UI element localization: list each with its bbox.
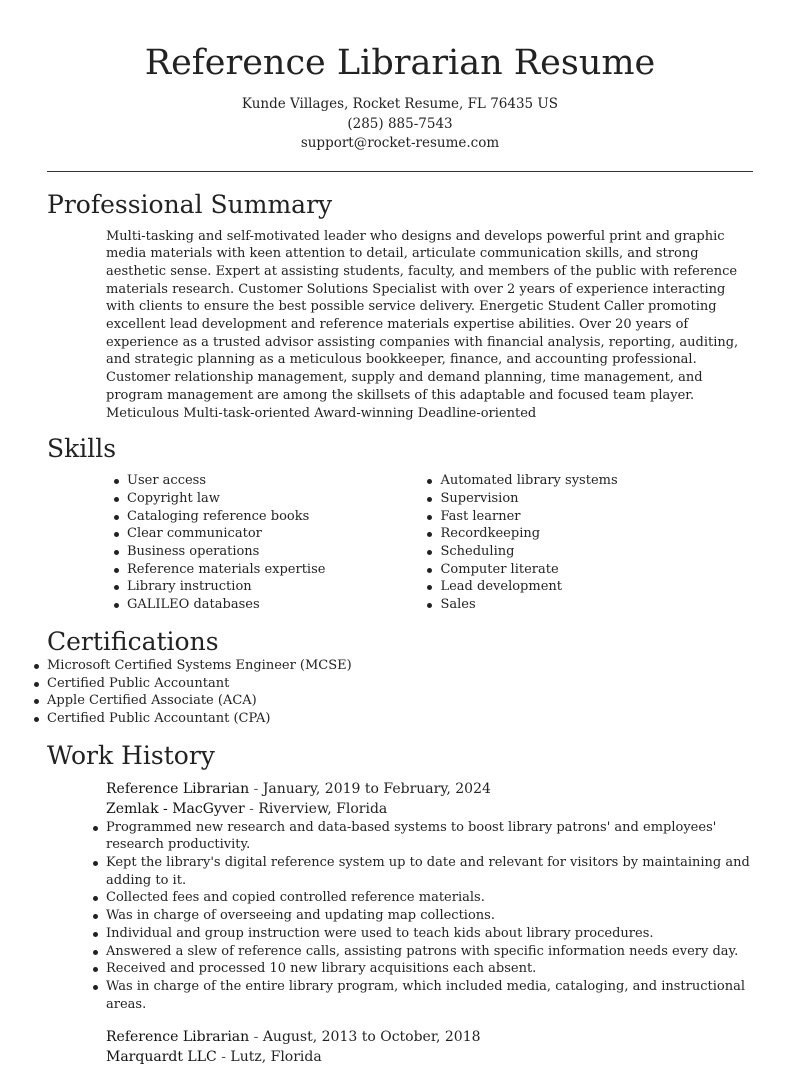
job-company-line <box>106 1047 753 1067</box>
job-location-separator: - <box>244 800 259 817</box>
skill-item: Fast learner <box>440 508 753 526</box>
skills-column-right <box>440 472 753 614</box>
skill-item: Scheduling <box>440 543 753 561</box>
job-title: Reference Librarian <box>106 1029 250 1046</box>
job-date-separator: - <box>249 1029 263 1046</box>
job-location: Riverview, Florida <box>258 800 388 817</box>
skill-item: Clear communicator <box>127 525 440 543</box>
skill-item: Computer literate <box>440 561 753 579</box>
job-title-line <box>106 1027 753 1047</box>
job-location: Lutz, Florida <box>230 1049 322 1066</box>
certification-item: Microsoft Certified Systems Engineer (MCSE) <box>47 657 753 675</box>
job-bullet: Individual and group instruction were used to teach kids about library procedures. <box>106 925 753 943</box>
summary-heading: Professional Summary <box>47 189 333 219</box>
skill-item: Copyright law <box>127 490 440 508</box>
skills-column-left <box>47 472 440 614</box>
certification-item: Certified Public Accountant (CPA) <box>47 710 753 728</box>
contact-phone: (285) 885-7543 <box>347 115 453 132</box>
job-date-separator: - <box>249 780 263 797</box>
job-title: Reference Librarian <box>106 780 250 797</box>
certifications-list <box>47 657 753 728</box>
resume-page <box>47 0 753 1067</box>
job-company: Marquardt LLC <box>106 1049 217 1066</box>
skill-item: User access <box>127 472 440 490</box>
job-dates: January, 2019 to February, 2024 <box>262 780 491 797</box>
skill-item: Reference materials expertise <box>127 561 440 579</box>
job-company-line <box>106 799 753 819</box>
job-bullet: Answered a slew of reference calls, assisting patrons with specific information needs every day. <box>106 943 753 961</box>
skill-item: Cataloging reference books <box>127 508 440 526</box>
job-dates: August, 2013 to October, 2018 <box>262 1029 481 1046</box>
skills-heading: Skills <box>47 434 117 464</box>
header-divider <box>47 171 753 172</box>
job-bullet: Received and processed 10 new library acquisitions each absent. <box>106 960 753 978</box>
job-bullet: Was in charge of overseeing and updating map collections. <box>106 907 753 925</box>
skill-item: Automated library systems <box>440 472 753 490</box>
job-bullet: Collected fees and copied controlled reference materials. <box>106 889 753 907</box>
work-history-heading: Work History <box>47 740 215 770</box>
certifications-heading: Certifications <box>47 626 219 656</box>
contact-block <box>47 95 753 154</box>
job-bullet: Was in charge of the entire library program, which included media, cataloging, and instructional areas. <box>106 978 753 1013</box>
skill-item: Recordkeeping <box>440 525 753 543</box>
job-entry <box>106 779 753 1014</box>
skill-item: GALILEO databases <box>127 596 440 614</box>
skill-item: Lead development <box>440 578 753 596</box>
job-location-separator: - <box>216 1049 231 1066</box>
skills-list <box>47 472 753 614</box>
certification-item: Apple Certified Associate (ACA) <box>47 692 753 710</box>
job-entry <box>106 1027 753 1067</box>
skill-item: Business operations <box>127 543 440 561</box>
job-title-line <box>106 779 753 799</box>
job-bullet: Kept the library's digital reference system up to date and relevant for visitors by maintaining and adding to it. <box>106 854 753 889</box>
skill-item: Library instruction <box>127 578 440 596</box>
job-bullet: Programmed new research and data-based systems to boost library patrons' and employees' research productivity. <box>106 819 753 854</box>
job-bullet-list <box>106 819 753 1014</box>
contact-email: support@rocket-resume.com <box>300 135 500 151</box>
skill-item: Supervision <box>440 490 753 508</box>
certification-item: Certified Public Accountant <box>47 675 753 693</box>
summary-text: Multi-tasking and self-motivated leader who designs and develops powerful print and graphic media materials with keen attention to detail, articulate communication skills, and strong aesthetic sense. Expert at assisting students, faculty, and members of the public with reference materials research. Customer Solutions Specialist with over 2 years of experience interacting with clients to ensure the best possible service delivery. Energetic Student Caller promoting excellent lead development and reference materials expertise abilities. Over 20 years of experience as a trusted advisor assisting companies with financial analysis, reporting, auditing, and strategic planning as a meticulous bookkeeper, finance, and accounting professional. Customer relationship management, supply and demand planning, time management, and program management are among the skillsets of this adaptable and focused team player. Meticulous Multi-task-oriented Award-winning Deadline-oriented <box>106 228 739 421</box>
resume-title: Reference Librarian Resume <box>144 43 656 83</box>
job-company: Zemlak - MacGyver <box>106 800 245 817</box>
skill-item: Sales <box>440 596 753 614</box>
contact-address: Kunde Villages, Rocket Resume, FL 76435 US <box>241 96 559 112</box>
